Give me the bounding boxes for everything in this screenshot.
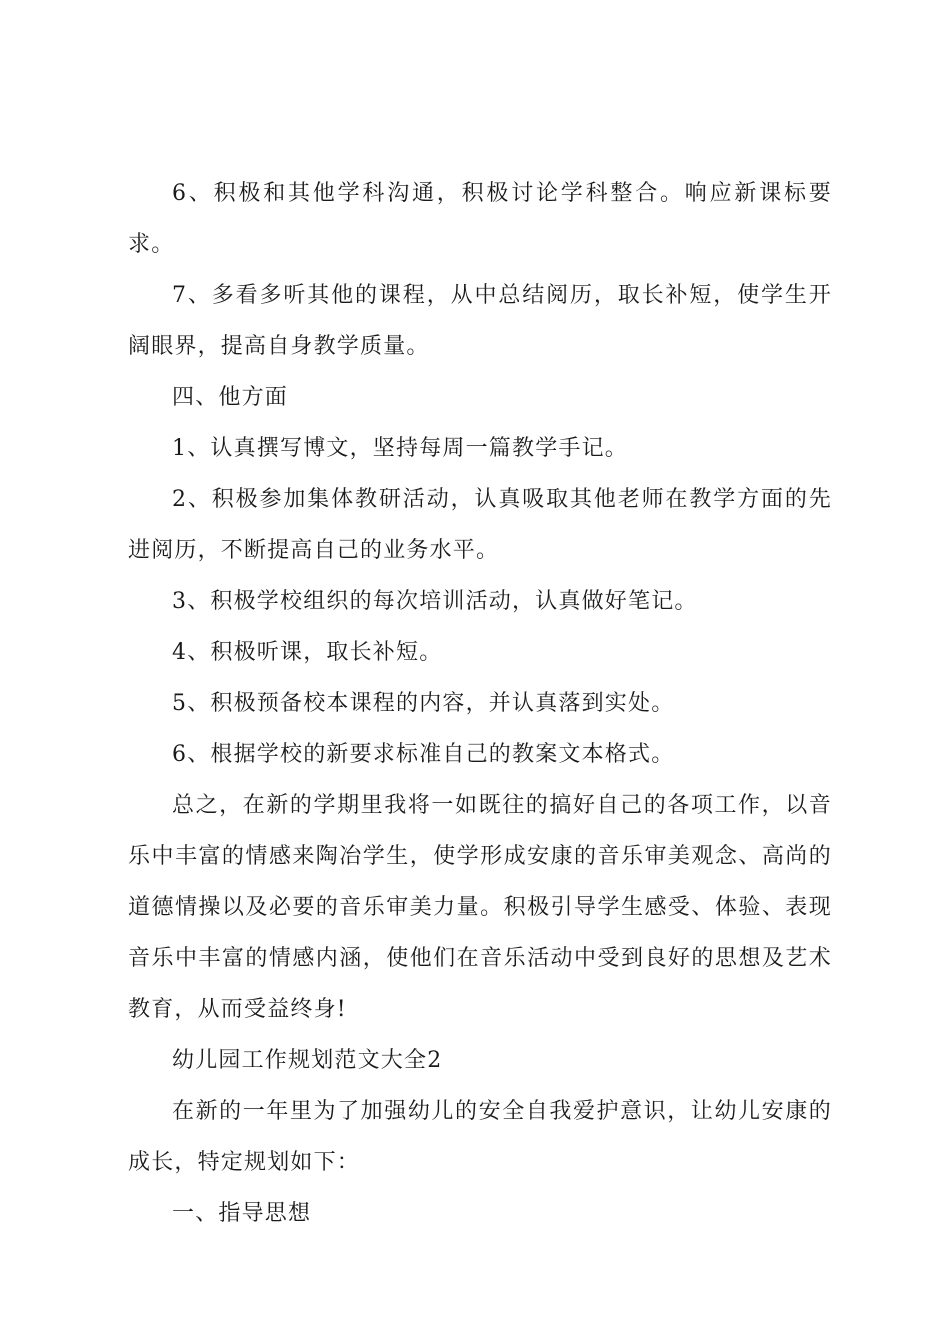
- paragraph-conclusion: 总之，在新的学期里我将一如既往的搞好自己的各项工作，以音乐中丰富的情感来陶冶学生，使学形成安康的音乐审美观念、高尚的道德情操以及必要的音乐审美力量。积极引导学生感受、体验、表现音乐中丰富的情感内涵，使他们在音乐活动中受到良好的思想及艺术教育，从而受益终身!: [128, 793, 832, 1022]
- paragraph-item-6-lesson-plan-format: 6、根据学校的新要求标准自己的教案文本格式。: [172, 742, 675, 767]
- section-heading-guiding-ideology: 一、指导思想: [172, 1201, 312, 1226]
- paragraph-intro-safety: 在新的一年里为了加强幼儿的安全自我爱护意识，让幼儿安康的成长，特定规划如下：: [128, 1099, 832, 1175]
- paragraph-item-4-listen-classes: 4、积极听课，取长补短。: [172, 640, 443, 665]
- paragraph-item-5-school-curriculum: 5、积极预备校本课程的内容，并认真落到实处。: [172, 691, 675, 716]
- paragraph-item-2-teaching-research: 2、积极参加集体教研活动，认真吸取其他老师在教学方面的先进阅历，不断提高自己的业务水平。: [128, 487, 832, 563]
- section-heading-other-aspects: 四、他方面: [172, 385, 289, 410]
- document-page: [128, 168, 832, 1239]
- document-title-section-2: 幼儿园工作规划范文大全2: [172, 1048, 443, 1073]
- paragraph-item-6-communication: 6、积极和其他学科沟通，积极讨论学科整合。响应新课标要求。: [128, 181, 832, 257]
- paragraph-item-7-observe-courses: 7、多看多听其他的课程，从中总结阅历，取长补短，使学生开阔眼界，提高自身教学质量。: [128, 283, 832, 359]
- paragraph-item-1-blog: 1、认真撰写博文，坚持每周一篇教学手记。: [172, 436, 628, 461]
- paragraph-item-3-training: 3、积极学校组织的每次培训活动，认真做好笔记。: [172, 589, 698, 614]
